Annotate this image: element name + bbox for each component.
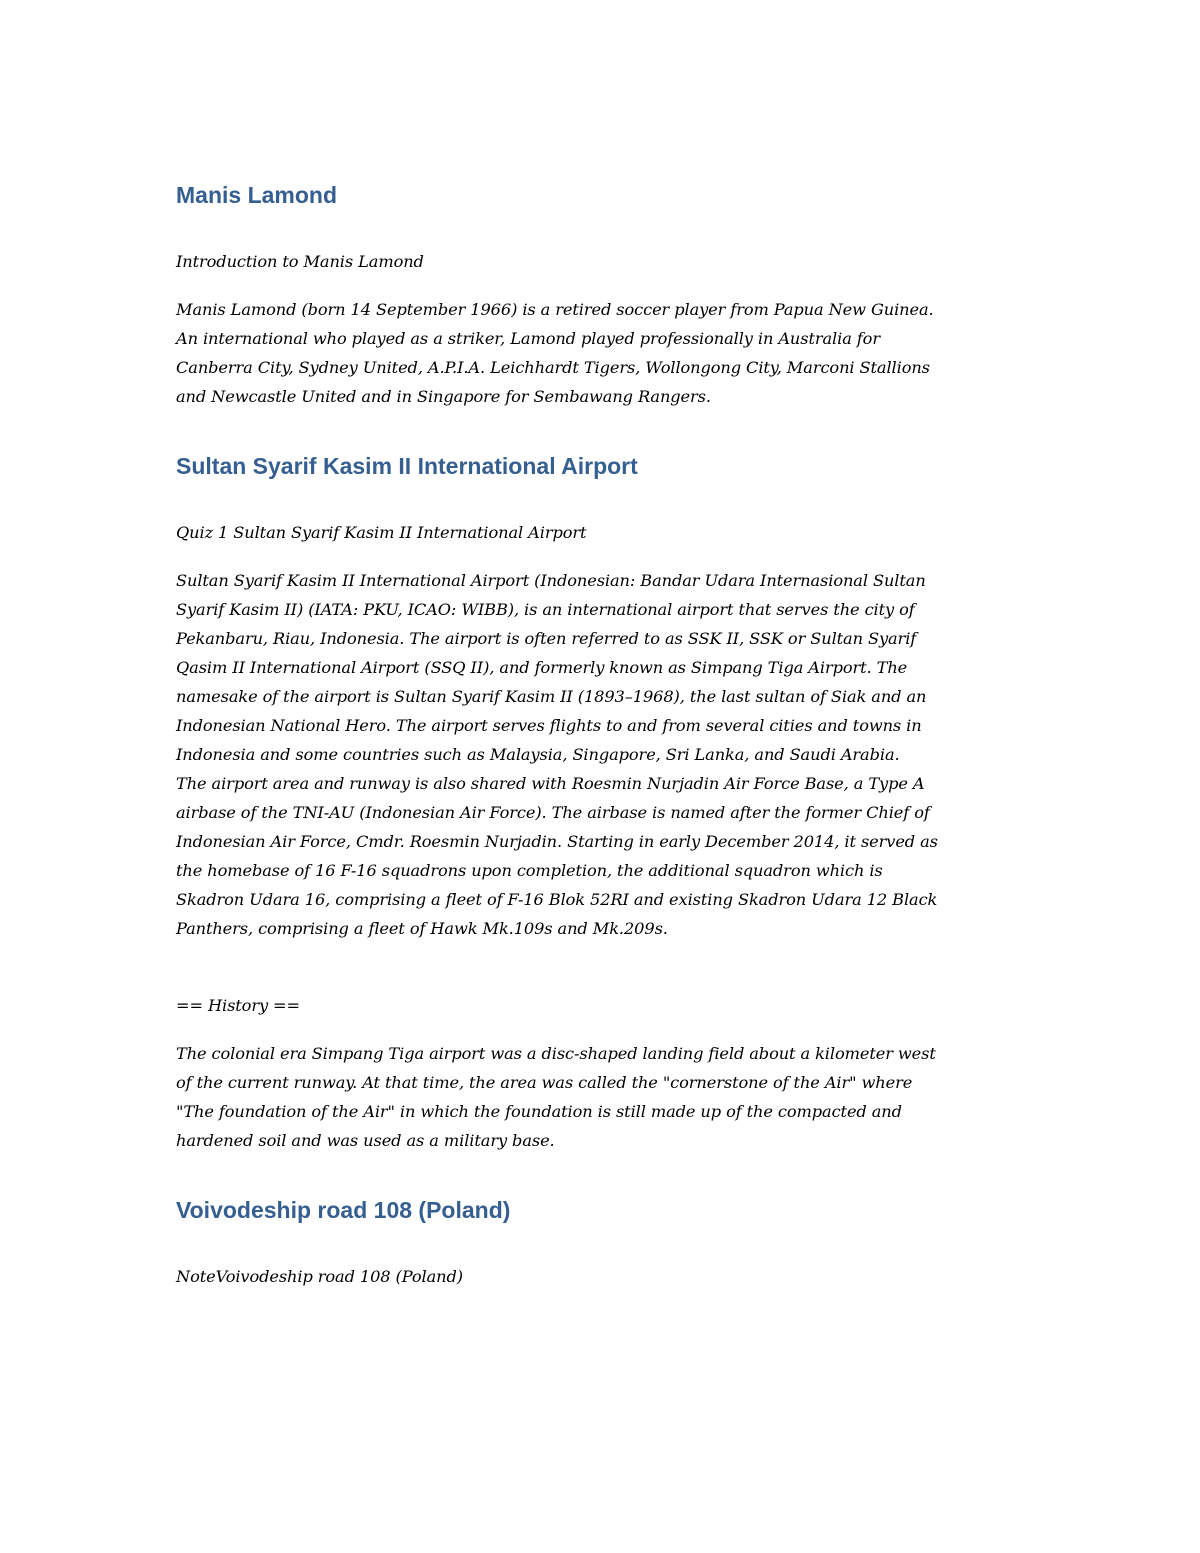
section-body-manis-lamond: Manis Lamond (born 14 September 1966) is a retired soccer player from Papua New Guinea. An international who played as a striker, Lamond played professionally in Australia for Canberra City, Sydney United, A.P.I.A. Leichhardt Tigers, Wollongong City, Marconi Stallions and Newcastle United and in Singapore for Sembawang Rangers. — [176, 300, 934, 406]
section-subtitle-voivodeship-road: NoteVoivodeship road 108 (Poland) — [176, 1267, 463, 1286]
section-heading-voivodeship-road: Voivodeship road 108 (Poland) — [176, 1197, 511, 1223]
section-body-airport: Sultan Syarif Kasim II International Airport (Indonesian: Bandar Udara Internasional Sultan Syarif Kasim II) (IATA: PKU, ICAO: WIBB), is an international airport that serves the city of Pekanbaru, Riau, Indonesia. The airport is often referred to as SSK II, SSK or Sultan Syarif Qasim II International Airport (SSQ II), and formerly known as Simpang Tiga Airport. The namesake of the airport is Sultan Syarif Kasim II (1893–1968), the last sultan of Siak and an Indonesian National Hero. The airport serves flights to and from several cities and towns in Indonesia and some countries such as Malaysia, Singapore, Sri Lanka, and Saudi Arabia. The airport area and runway is also shared with Roesmin Nurjadin Air Force Base, a Type A airbase of the TNI-AU (Indonesian Air Force). The airbase is named after the former Chief of Indonesian Air Force, Cmdr. Roesmin Nurjadin. Starting in early December 2014, it served as the homebase of 16 F-16 squadrons upon completion, the additional squadron which is Skadron Udara 16, comprising a fleet of F-16 Blok 52RI and existing Skadron Udara 12 Black Panthers, comprising a fleet of Hawk Mk.109s and Mk.209s. — [176, 571, 938, 938]
document-page — [176, 178, 1026, 1291]
section-heading-airport: Sultan Syarif Kasim II International Airport — [176, 453, 638, 479]
history-body: The colonial era Simpang Tiga airport was a disc-shaped landing field about a kilometer west of the current runway. At that time, the area was called the "cornerstone of the Air" where "The foundation of the Air" in which the foundation is still made up of the compacted and hardened soil and was used as a military base. — [176, 1044, 936, 1150]
history-heading: == History == — [176, 996, 300, 1015]
section-subtitle-airport: Quiz 1 Sultan Syarif Kasim II International Airport — [176, 523, 587, 542]
section-subtitle-manis-lamond: Introduction to Manis Lamond — [176, 252, 424, 271]
section-heading-manis-lamond: Manis Lamond — [176, 182, 338, 208]
